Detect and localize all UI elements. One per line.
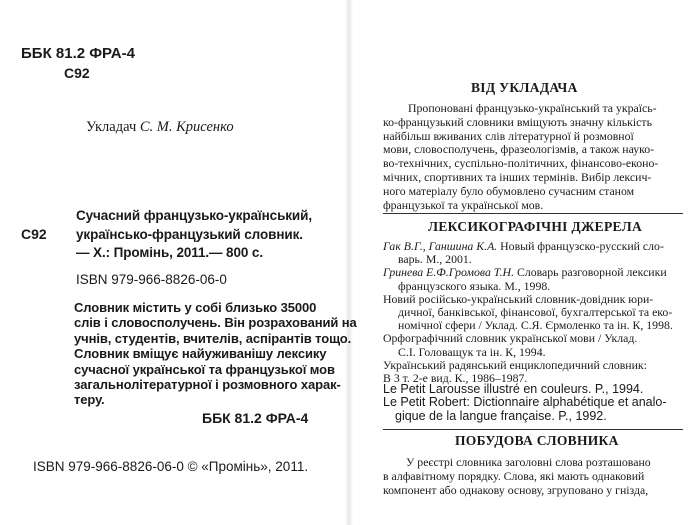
bbk-code-bottom: ББК 81.2 ФРА-4: [202, 410, 309, 426]
source-line: С.І. Головащук та ін. К, 1994.: [398, 344, 546, 359]
source-line: дичної, банківської, фінансової, бухгалтерської та еко-: [398, 305, 673, 320]
catalog-code-top: С92: [64, 65, 90, 81]
divider-rule: [383, 429, 683, 430]
intro-line: мічних, спортивних та інших термінів. Вибір лексич-: [383, 169, 652, 184]
source-line: номічної сфери / Уклад. С.Я. Єрмоленко та ін. К, 1998.: [398, 318, 673, 333]
source-line-fr: Le Petit Robert: Dictionnaire alphabétique et analo-: [383, 395, 667, 410]
heading-from-compiler: ВІД УКЛАДАЧА: [471, 80, 578, 95]
title-line: — Х.: Промінь, 2011.— 800 с.: [76, 245, 263, 260]
isbn-line: ISBN 979-966-8826-06-0: [76, 272, 227, 287]
intro-line: французької та української мов.: [383, 197, 544, 212]
source-line-fr: gique de la langue française. P., 1992.: [395, 408, 607, 423]
compiler-label: Укладач: [86, 119, 137, 135]
description-line: теру.: [74, 392, 105, 408]
source-line: Гринева Е.Ф.Громова Т.Н. Словарь разговорной лексики: [383, 265, 667, 280]
source-line: варь. М., 2001.: [398, 252, 472, 267]
intro-line: ко-французький словники вміщують значну кількість: [383, 114, 652, 129]
source-line: Гак В.Г., Ганшина К.А. Новый французско-русский сло-: [383, 239, 664, 253]
source-line: Орфографічний словник української мови / Уклад.: [383, 331, 638, 346]
description-line: Словник вміщує найуживанішу лексику: [74, 346, 327, 362]
divider-rule: [383, 213, 683, 214]
bbk-code-top: ББК 81.2 ФРА-4: [21, 45, 135, 62]
description-block: [74, 300, 357, 408]
source-line: французского языка. М., 1998.: [398, 278, 551, 293]
description-line: сучасної української та французької мов: [74, 361, 335, 377]
structure-paragraph: [383, 455, 651, 497]
intro-line: найбільш вживаних слів літературної й розмовної: [383, 128, 634, 143]
compiler-line: [86, 119, 234, 136]
book-title-block: [76, 207, 312, 263]
compiler-name: С. М. Крисенко: [139, 119, 234, 135]
description-line: учнів, студентів, вчителів, аспірантів тощо.: [74, 330, 352, 346]
structure-line: У реєстрі словника заголовні слова розташовано: [406, 455, 651, 469]
structure-line: компонент або однакову основу, згруповано у гнізда,: [383, 483, 649, 497]
source-line: В 3 т. 2-е вид. К., 1986–1987.: [383, 371, 528, 386]
french-sources: [383, 383, 667, 423]
intro-line: мови, словосполучень, фразеологізмів, а також науко-: [383, 142, 655, 157]
intro-paragraph: [383, 102, 658, 212]
heading-sources: ЛЕКСИКОГРАФІЧНІ ДЖЕРЕЛА: [428, 219, 643, 234]
intro-line: во-технічних, суспільно-політичних, фінансово-еконо-: [383, 156, 659, 171]
description-line: слів і словосполучень. Він розрахований на: [74, 315, 357, 331]
source-line-fr: Le Petit Larousse illustré en couleurs. P., 1994.: [383, 382, 644, 396]
title-line: українсько-французький словник.: [76, 226, 303, 242]
sources-list: [383, 240, 673, 385]
structure-line: в алфавітному порядку. Слова, які мають однаковий: [383, 469, 645, 483]
description-line: загальнолітературної і розмовного харак-: [74, 377, 341, 393]
source-line: Новий російсько-український словник-довідник юри-: [383, 291, 654, 306]
copyright-footer: ISBN 979-966-8826-06-0 © «Промінь», 2011.: [33, 459, 309, 474]
heading-structure: ПОБУДОВА СЛОВНИКА: [455, 433, 619, 448]
source-line: Український радянський енциклопедичний словник:: [383, 357, 647, 372]
catalog-code-side: С92: [21, 226, 47, 242]
intro-line: ного матеріалу було обумовлено сучасним станом: [383, 183, 635, 198]
intro-line: Пропоновані французько-український та україсь-: [408, 101, 657, 115]
title-line: Сучасний французько-український,: [76, 208, 312, 223]
description-line: Словник містить у собі близько 35000: [74, 300, 317, 315]
